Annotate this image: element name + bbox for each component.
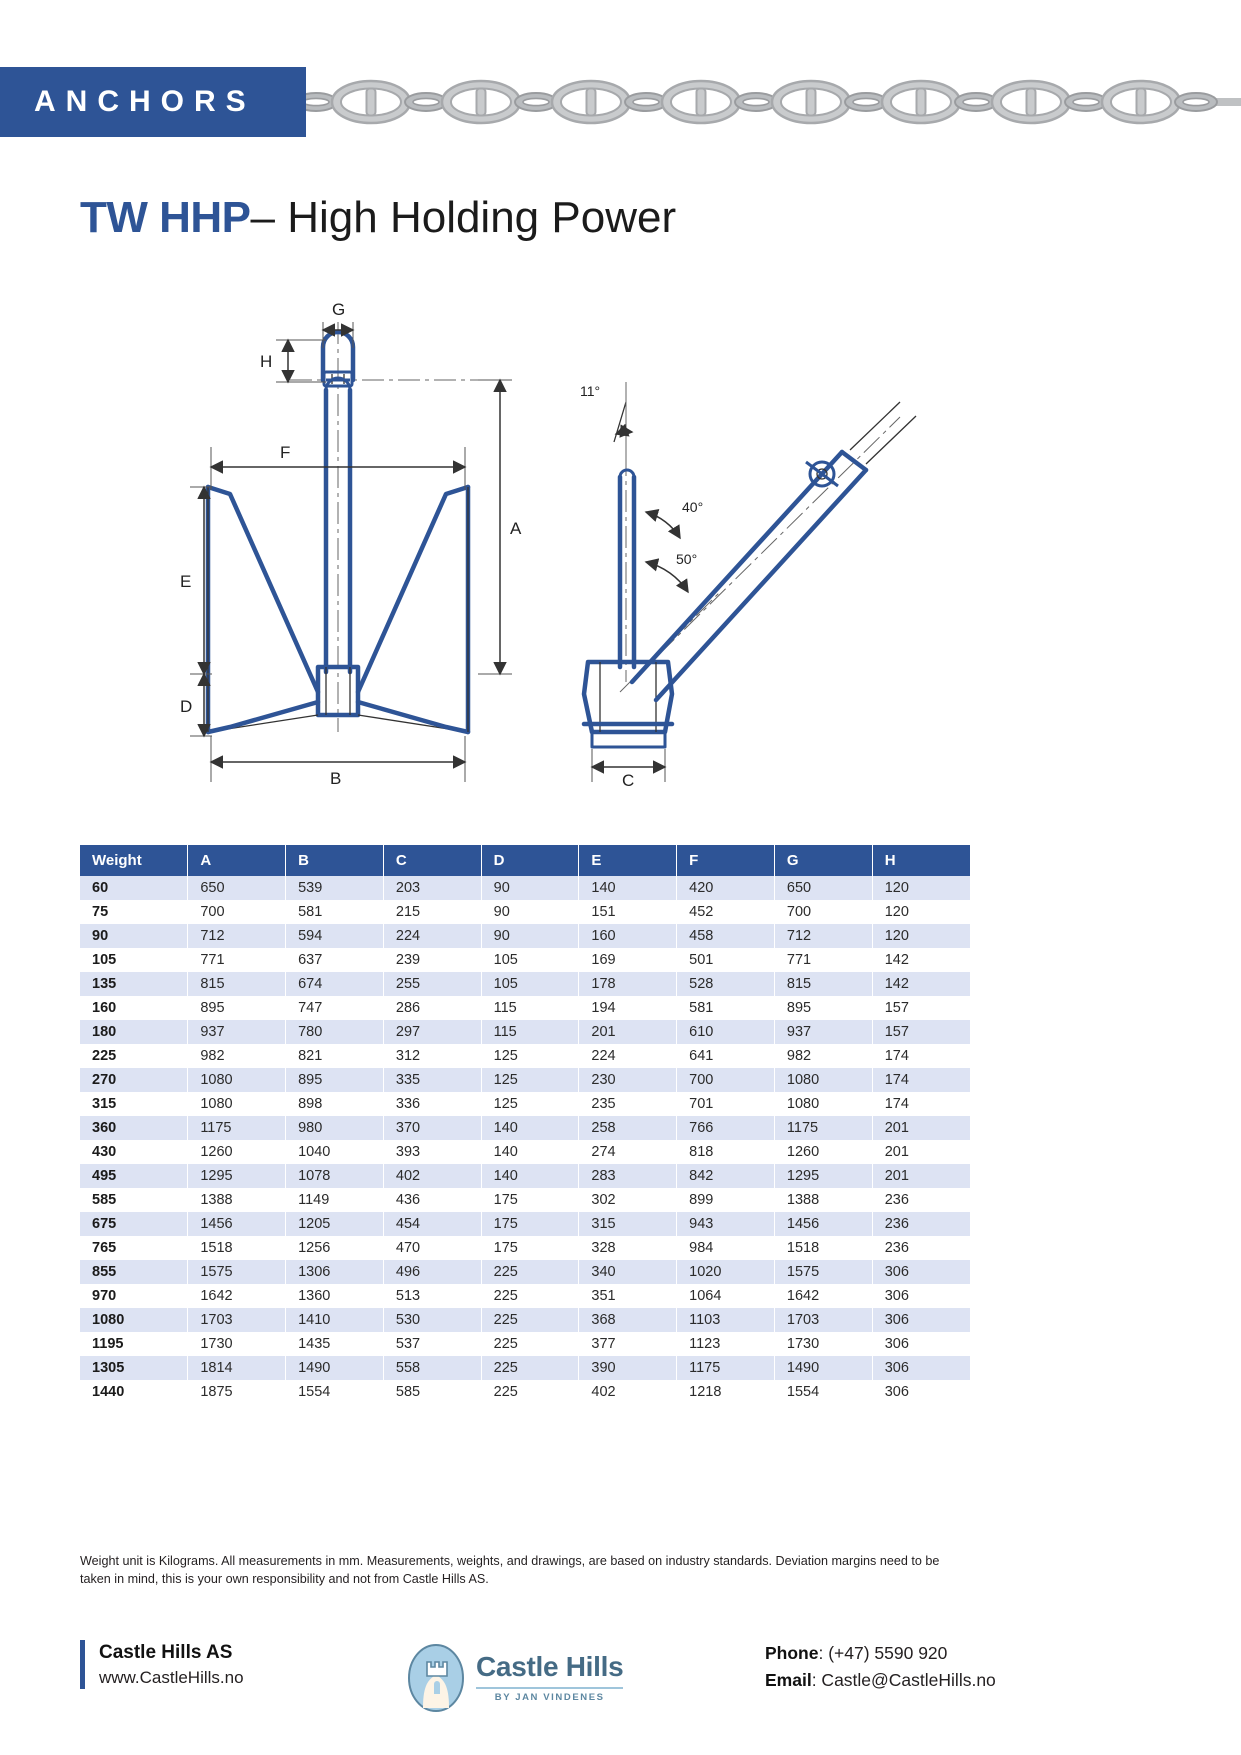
- cell-d: 225: [481, 1284, 579, 1308]
- cell-c: 585: [383, 1380, 481, 1404]
- cell-weight: 270: [80, 1068, 188, 1092]
- cell-h: 306: [884, 1384, 909, 1400]
- cell-weight: 430: [80, 1140, 188, 1164]
- cell-a: 700: [188, 900, 286, 924]
- cell-a: 1703: [188, 1308, 286, 1332]
- cell-weight: 90: [80, 924, 188, 948]
- cell-weight: 1305: [80, 1356, 188, 1380]
- cell-b: 1078: [286, 1164, 384, 1188]
- table-row: [80, 996, 970, 1020]
- cell-weight: 360: [80, 1116, 188, 1140]
- cell-e: 340: [579, 1260, 677, 1284]
- cell-d: 105: [481, 972, 579, 996]
- footer-email-label: Email: [765, 1670, 812, 1691]
- cell-c: 370: [383, 1116, 481, 1140]
- cell-f: 1064: [677, 1284, 775, 1308]
- cell-c: 513: [383, 1284, 481, 1308]
- cell-c: 402: [383, 1164, 481, 1188]
- cell-f: 943: [677, 1212, 775, 1236]
- dim-label-D: D: [180, 697, 193, 716]
- cell-weight: 675: [80, 1212, 188, 1236]
- cell-c: 530: [383, 1308, 481, 1332]
- table-row: [80, 1356, 970, 1380]
- cell-b: 594: [286, 924, 384, 948]
- cell-g: 1175: [774, 1116, 872, 1140]
- cell-g: 1388: [774, 1188, 872, 1212]
- table-row: [80, 1092, 970, 1116]
- cell-a: 982: [188, 1044, 286, 1068]
- cell-h: 201: [884, 1120, 909, 1136]
- cell-b: 895: [286, 1068, 384, 1092]
- cell-a: 1388: [188, 1188, 286, 1212]
- cell-weight: 1080: [80, 1308, 188, 1332]
- page-title-model: TW HHP: [80, 193, 251, 242]
- table-row: [80, 900, 970, 924]
- cell-g: 1730: [774, 1332, 872, 1356]
- footer-phone-row: [765, 1640, 996, 1667]
- cell-a: 1875: [188, 1380, 286, 1404]
- table-row: [80, 1140, 970, 1164]
- cell-c: 239: [383, 948, 481, 972]
- cell-f: 641: [677, 1044, 775, 1068]
- cell-b: 1205: [286, 1212, 384, 1236]
- table-row: [80, 1284, 970, 1308]
- cell-weight: 75: [80, 900, 188, 924]
- cell-d: 225: [481, 1260, 579, 1284]
- column-header-e: E: [579, 845, 677, 876]
- cell-b: 539: [286, 876, 384, 900]
- cell-b: 637: [286, 948, 384, 972]
- cell-f: 458: [677, 924, 775, 948]
- cell-d: 175: [481, 1236, 579, 1260]
- table-header-row: [80, 845, 970, 876]
- cell-f: 501: [677, 948, 775, 972]
- cell-e: 169: [579, 948, 677, 972]
- column-header-h: H: [872, 845, 970, 876]
- cell-d: 90: [481, 876, 579, 900]
- cell-b: 581: [286, 900, 384, 924]
- cell-a: 1642: [188, 1284, 286, 1308]
- table-row: [80, 1380, 970, 1404]
- cell-d: 225: [481, 1308, 579, 1332]
- cell-g: 700: [774, 900, 872, 924]
- cell-h: 306: [884, 1336, 909, 1352]
- table-row: [80, 1020, 970, 1044]
- cell-weight: 970: [80, 1284, 188, 1308]
- table-row: [80, 1260, 970, 1284]
- page-title: [80, 193, 676, 243]
- cell-g: 771: [774, 948, 872, 972]
- page-title-subtitle: – High Holding Power: [250, 193, 677, 242]
- cell-f: 984: [677, 1236, 775, 1260]
- cell-g: 1554: [774, 1380, 872, 1404]
- cell-e: 283: [579, 1164, 677, 1188]
- cell-f: 420: [677, 876, 775, 900]
- cell-f: 452: [677, 900, 775, 924]
- cell-c: 215: [383, 900, 481, 924]
- cell-e: 368: [579, 1308, 677, 1332]
- cell-a: 1080: [188, 1092, 286, 1116]
- cell-d: 90: [481, 924, 579, 948]
- cell-b: 747: [286, 996, 384, 1020]
- column-header-b: B: [286, 845, 384, 876]
- footer-website-link[interactable]: www.CastleHills.no: [99, 1667, 244, 1687]
- cell-weight: 160: [80, 996, 188, 1020]
- cell-b: 674: [286, 972, 384, 996]
- column-header-f: F: [677, 845, 775, 876]
- column-header-weight: Weight: [80, 845, 188, 876]
- cell-f: 899: [677, 1188, 775, 1212]
- cell-h: 201: [884, 1144, 909, 1160]
- cell-h: 120: [884, 904, 909, 920]
- cell-weight: 60: [80, 876, 188, 900]
- cell-g: 650: [774, 876, 872, 900]
- cell-e: 230: [579, 1068, 677, 1092]
- cell-b: 1435: [286, 1332, 384, 1356]
- cell-b: 1040: [286, 1140, 384, 1164]
- cell-g: 1642: [774, 1284, 872, 1308]
- cell-a: 1295: [188, 1164, 286, 1188]
- cell-d: 175: [481, 1212, 579, 1236]
- cell-h: 120: [884, 880, 909, 896]
- cell-c: 470: [383, 1236, 481, 1260]
- cell-g: 937: [774, 1020, 872, 1044]
- cell-h: 306: [884, 1288, 909, 1304]
- footer-contact-block: [765, 1640, 996, 1694]
- cell-e: 302: [579, 1188, 677, 1212]
- footer-phone-label: Phone: [765, 1643, 819, 1663]
- cell-a: 815: [188, 972, 286, 996]
- footer-company-block: [80, 1640, 244, 1689]
- cell-c: 454: [383, 1212, 481, 1236]
- footer-phone-value: : (+47) 5590 920: [818, 1643, 948, 1663]
- dim-label-C: C: [622, 771, 635, 790]
- cell-g: 815: [774, 972, 872, 996]
- cell-e: 160: [579, 924, 677, 948]
- table-row: [80, 1332, 970, 1356]
- cell-weight: 315: [80, 1092, 188, 1116]
- cell-b: 898: [286, 1092, 384, 1116]
- cell-c: 286: [383, 996, 481, 1020]
- cell-h: 306: [884, 1312, 909, 1328]
- dim-label-A: A: [510, 519, 522, 538]
- cell-e: 274: [579, 1140, 677, 1164]
- cell-a: 1456: [188, 1212, 286, 1236]
- cell-h: 236: [884, 1216, 909, 1232]
- cell-f: 528: [677, 972, 775, 996]
- logo-name-text: Castle Hills: [476, 1651, 624, 1682]
- cell-c: 255: [383, 972, 481, 996]
- dim-label-H: H: [260, 352, 273, 371]
- cell-c: 436: [383, 1188, 481, 1212]
- cell-d: 225: [481, 1380, 579, 1404]
- cell-g: 1518: [774, 1236, 872, 1260]
- cell-b: 1490: [286, 1356, 384, 1380]
- cell-g: 1490: [774, 1356, 872, 1380]
- table-row: [80, 1116, 970, 1140]
- cell-a: 1575: [188, 1260, 286, 1284]
- cell-g: 1080: [774, 1092, 872, 1116]
- cell-a: 895: [188, 996, 286, 1020]
- cell-d: 125: [481, 1092, 579, 1116]
- cell-g: 982: [774, 1044, 872, 1068]
- cell-d: 125: [481, 1044, 579, 1068]
- logo-divider: [476, 1687, 623, 1689]
- cell-d: 125: [481, 1068, 579, 1092]
- cell-c: 537: [383, 1332, 481, 1356]
- cell-a: 712: [188, 924, 286, 948]
- cell-f: 1123: [677, 1332, 775, 1356]
- cell-a: 771: [188, 948, 286, 972]
- table-row: [80, 1164, 970, 1188]
- cell-c: 496: [383, 1260, 481, 1284]
- cell-b: 1360: [286, 1284, 384, 1308]
- dim-label-F: F: [280, 443, 291, 462]
- cell-e: 194: [579, 996, 677, 1020]
- table-row: [80, 948, 970, 972]
- cell-e: 315: [579, 1212, 677, 1236]
- cell-g: 1575: [774, 1260, 872, 1284]
- cell-a: 1175: [188, 1116, 286, 1140]
- cell-e: 224: [579, 1044, 677, 1068]
- cell-e: 377: [579, 1332, 677, 1356]
- cell-h: 120: [884, 928, 909, 944]
- cell-h: 174: [884, 1096, 909, 1112]
- cell-weight: 225: [80, 1044, 188, 1068]
- cell-g: 712: [774, 924, 872, 948]
- cell-e: 140: [579, 876, 677, 900]
- cell-e: 258: [579, 1116, 677, 1140]
- cell-b: 1149: [286, 1188, 384, 1212]
- cell-d: 140: [481, 1116, 579, 1140]
- cell-g: 1260: [774, 1140, 872, 1164]
- cell-g: 1456: [774, 1212, 872, 1236]
- cell-d: 90: [481, 900, 579, 924]
- cell-c: 336: [383, 1092, 481, 1116]
- cell-c: 558: [383, 1356, 481, 1380]
- cell-d: 115: [481, 996, 579, 1020]
- cell-b: 1306: [286, 1260, 384, 1284]
- cell-h: 201: [884, 1168, 909, 1184]
- cell-e: 402: [579, 1380, 677, 1404]
- cell-g: 1703: [774, 1308, 872, 1332]
- cell-a: 650: [188, 876, 286, 900]
- technical-drawings: [80, 262, 1080, 822]
- dim-label-B: B: [330, 769, 342, 788]
- cell-e: 178: [579, 972, 677, 996]
- angle-label-50: 50°: [676, 551, 698, 567]
- cell-b: 980: [286, 1116, 384, 1140]
- dim-label-E: E: [180, 572, 192, 591]
- cell-a: 1080: [188, 1068, 286, 1092]
- cell-f: 1103: [677, 1308, 775, 1332]
- table-row: [80, 1044, 970, 1068]
- cell-f: 818: [677, 1140, 775, 1164]
- cell-f: 701: [677, 1092, 775, 1116]
- dim-label-G: G: [332, 300, 346, 319]
- cell-h: 236: [884, 1192, 909, 1208]
- anchor-specification-table: [80, 845, 970, 1404]
- cell-c: 224: [383, 924, 481, 948]
- cell-b: 1256: [286, 1236, 384, 1260]
- cell-d: 140: [481, 1164, 579, 1188]
- cell-weight: 585: [80, 1188, 188, 1212]
- cell-c: 297: [383, 1020, 481, 1044]
- cell-h: 142: [884, 952, 909, 968]
- cell-h: 306: [884, 1264, 909, 1280]
- cell-c: 312: [383, 1044, 481, 1068]
- table-row: [80, 1188, 970, 1212]
- cell-h: 142: [884, 976, 909, 992]
- cell-d: 225: [481, 1356, 579, 1380]
- cell-c: 203: [383, 876, 481, 900]
- page-footer: [0, 1640, 1241, 1730]
- cell-d: 140: [481, 1140, 579, 1164]
- cell-g: 1295: [774, 1164, 872, 1188]
- cell-weight: 1440: [80, 1380, 188, 1404]
- cell-g: 895: [774, 996, 872, 1020]
- cell-h: 306: [884, 1360, 909, 1376]
- cell-weight: 105: [80, 948, 188, 972]
- cell-b: 821: [286, 1044, 384, 1068]
- table-row: [80, 1212, 970, 1236]
- cell-weight: 180: [80, 1020, 188, 1044]
- cell-a: 1730: [188, 1332, 286, 1356]
- column-header-g: G: [774, 845, 872, 876]
- angle-label-11: 11°: [580, 383, 601, 399]
- table-row: [80, 924, 970, 948]
- cell-f: 766: [677, 1116, 775, 1140]
- cell-d: 175: [481, 1188, 579, 1212]
- cell-a: 1260: [188, 1140, 286, 1164]
- cell-f: 1020: [677, 1260, 775, 1284]
- cell-f: 1218: [677, 1380, 775, 1404]
- page-header: [0, 67, 1241, 137]
- cell-h: 157: [884, 1000, 909, 1016]
- cell-e: 235: [579, 1092, 677, 1116]
- cell-f: 842: [677, 1164, 775, 1188]
- cell-c: 335: [383, 1068, 481, 1092]
- cell-h: 174: [884, 1048, 909, 1064]
- cell-b: 1554: [286, 1380, 384, 1404]
- column-header-c: C: [383, 845, 481, 876]
- cell-f: 581: [677, 996, 775, 1020]
- cell-e: 151: [579, 900, 677, 924]
- cell-a: 937: [188, 1020, 286, 1044]
- column-header-d: D: [481, 845, 579, 876]
- cell-d: 115: [481, 1020, 579, 1044]
- cell-e: 390: [579, 1356, 677, 1380]
- cell-weight: 765: [80, 1236, 188, 1260]
- cell-a: 1518: [188, 1236, 286, 1260]
- anchors-category-tag: [0, 67, 306, 137]
- cell-c: 393: [383, 1140, 481, 1164]
- cell-g: 1080: [774, 1068, 872, 1092]
- disclaimer-text: Weight unit is Kilograms. All measurements in mm. Measurements, weights, and drawings, are based on industry standards. Deviation margins need to be taken in mind, this is your own responsibility and not from Castle Hills AS.: [80, 1554, 940, 1587]
- table-row: [80, 972, 970, 996]
- cell-weight: 135: [80, 972, 188, 996]
- column-header-a: A: [188, 845, 286, 876]
- cell-b: 1410: [286, 1308, 384, 1332]
- footer-company-name: Castle Hills AS: [99, 1642, 233, 1663]
- cell-a: 1814: [188, 1356, 286, 1380]
- logo-tagline: BY JAN VINDENES: [494, 1692, 605, 1703]
- table-row: [80, 1068, 970, 1092]
- cell-e: 201: [579, 1020, 677, 1044]
- cell-f: 700: [677, 1068, 775, 1092]
- cell-b: 780: [286, 1020, 384, 1044]
- cell-h: 174: [884, 1072, 909, 1088]
- cell-f: 1175: [677, 1356, 775, 1380]
- cell-e: 328: [579, 1236, 677, 1260]
- footer-email-row: [765, 1667, 996, 1694]
- cell-h: 236: [884, 1240, 909, 1256]
- anchor-chain-icon: [306, 67, 1241, 137]
- cell-e: 351: [579, 1284, 677, 1308]
- table-row: [80, 876, 970, 900]
- castle-hills-logo-icon: [405, 1642, 623, 1714]
- cell-d: 225: [481, 1332, 579, 1356]
- table-row: [80, 1308, 970, 1332]
- cell-weight: 495: [80, 1164, 188, 1188]
- table-row: [80, 1236, 970, 1260]
- footer-email-value[interactable]: : Castle@CastleHills.no: [811, 1670, 996, 1691]
- angle-label-40: 40°: [682, 499, 704, 515]
- cell-weight: 1195: [80, 1332, 188, 1356]
- cell-h: 157: [884, 1024, 909, 1040]
- cell-d: 105: [481, 948, 579, 972]
- cell-f: 610: [677, 1020, 775, 1044]
- cell-weight: 855: [80, 1260, 188, 1284]
- anchors-category-label: ANCHORS: [34, 85, 256, 118]
- castle-hills-wordmark: [476, 1653, 623, 1703]
